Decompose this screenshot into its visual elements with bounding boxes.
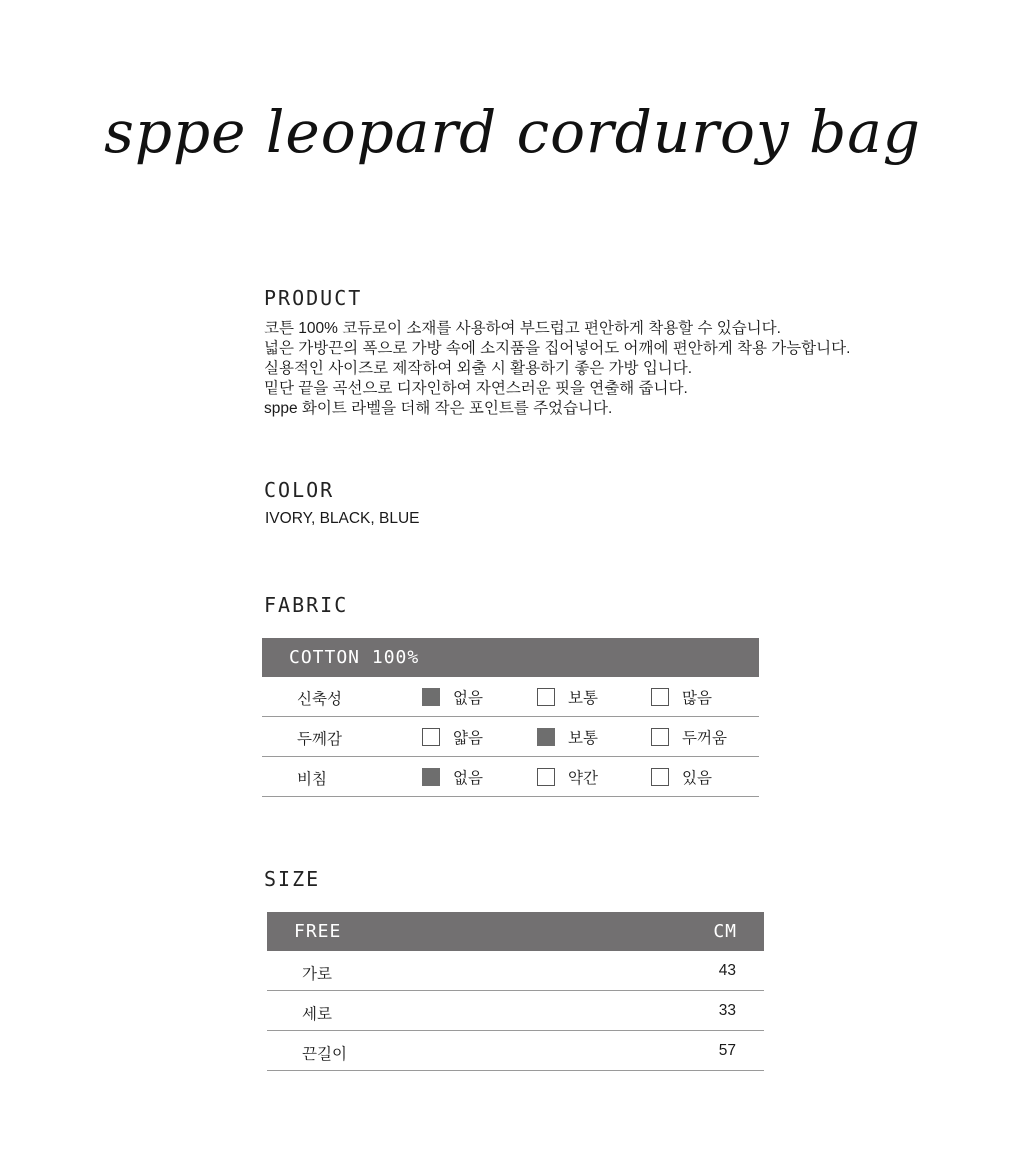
fabric-option bbox=[537, 726, 598, 748]
checkbox-icon bbox=[537, 728, 555, 746]
fabric-row-thickness bbox=[262, 717, 759, 757]
size-row-value: 33 bbox=[718, 1002, 736, 1019]
checkbox-icon bbox=[651, 768, 669, 786]
fabric-row-label: 두께감 bbox=[297, 731, 342, 748]
size-row-label: 가로 bbox=[302, 966, 332, 983]
checkbox-icon bbox=[422, 768, 440, 786]
description-line: 코튼 100% 코듀로이 소재를 사용하여 부드럽고 편안하게 착용할 수 있습니다. bbox=[264, 320, 781, 337]
size-row-label: 끈길이 bbox=[302, 1046, 347, 1063]
description-line: 밑단 끝을 곡선으로 디자인하여 자연스러운 핏을 연출해 줍니다. bbox=[264, 380, 688, 397]
size-row-width bbox=[267, 951, 764, 991]
fabric-option-label: 얇음 bbox=[453, 730, 483, 747]
size-row-label: 세로 bbox=[302, 1006, 332, 1023]
size-heading: SIZE bbox=[264, 867, 321, 891]
checkbox-icon bbox=[537, 688, 555, 706]
checkbox-icon bbox=[651, 688, 669, 706]
checkbox-icon bbox=[537, 768, 555, 786]
description-line: sppe 화이트 라벨을 더해 작은 포인트를 주었습니다. bbox=[264, 400, 613, 417]
fabric-option-label: 보통 bbox=[568, 730, 598, 747]
product-description bbox=[264, 319, 850, 419]
fabric-row-label: 신축성 bbox=[297, 691, 342, 708]
fabric-composition: COTTON 100% bbox=[289, 647, 420, 668]
size-row-strap bbox=[267, 1031, 764, 1071]
fabric-row-stretch bbox=[262, 677, 759, 717]
fabric-option bbox=[422, 726, 483, 748]
size-unit: CM bbox=[713, 921, 737, 942]
size-table-header bbox=[267, 912, 764, 951]
checkbox-icon bbox=[422, 688, 440, 706]
fabric-option bbox=[422, 686, 483, 708]
fabric-option-label: 없음 bbox=[453, 770, 483, 787]
description-line: 넓은 가방끈의 폭으로 가방 속에 소지품을 집어넣어도 어깨에 편안하게 착용 가능합니다. bbox=[264, 340, 851, 357]
size-table bbox=[267, 912, 764, 1071]
product-heading: PRODUCT bbox=[264, 286, 363, 310]
checkbox-icon bbox=[651, 728, 669, 746]
fabric-option bbox=[651, 686, 712, 708]
color-heading: COLOR bbox=[264, 478, 335, 502]
product-title: sppe leopard corduroy bag bbox=[104, 98, 921, 166]
fabric-option bbox=[651, 726, 727, 748]
fabric-option-label: 두꺼움 bbox=[682, 730, 727, 747]
size-label-free: FREE bbox=[294, 921, 342, 942]
fabric-option bbox=[537, 686, 598, 708]
fabric-option-label: 없음 bbox=[453, 690, 483, 707]
color-list: IVORY, BLACK, BLUE bbox=[265, 510, 420, 527]
checkbox-icon bbox=[422, 728, 440, 746]
fabric-option bbox=[651, 766, 712, 788]
fabric-option-label: 약간 bbox=[568, 770, 598, 787]
size-row-value: 43 bbox=[718, 962, 736, 979]
fabric-option-label: 많음 bbox=[682, 690, 712, 707]
size-row-value: 57 bbox=[718, 1042, 736, 1059]
fabric-table-header bbox=[262, 638, 759, 677]
fabric-table bbox=[262, 638, 759, 797]
description-line: 실용적인 사이즈로 제작하여 외출 시 활용하기 좋은 가방 입니다. bbox=[264, 360, 693, 377]
fabric-option-label: 있음 bbox=[682, 770, 712, 787]
fabric-option-label: 보통 bbox=[568, 690, 598, 707]
fabric-row-sheerness bbox=[262, 757, 759, 797]
size-row-height bbox=[267, 991, 764, 1031]
fabric-row-label: 비침 bbox=[297, 771, 327, 788]
fabric-option bbox=[537, 766, 598, 788]
fabric-heading: FABRIC bbox=[264, 593, 349, 617]
fabric-option bbox=[422, 766, 483, 788]
